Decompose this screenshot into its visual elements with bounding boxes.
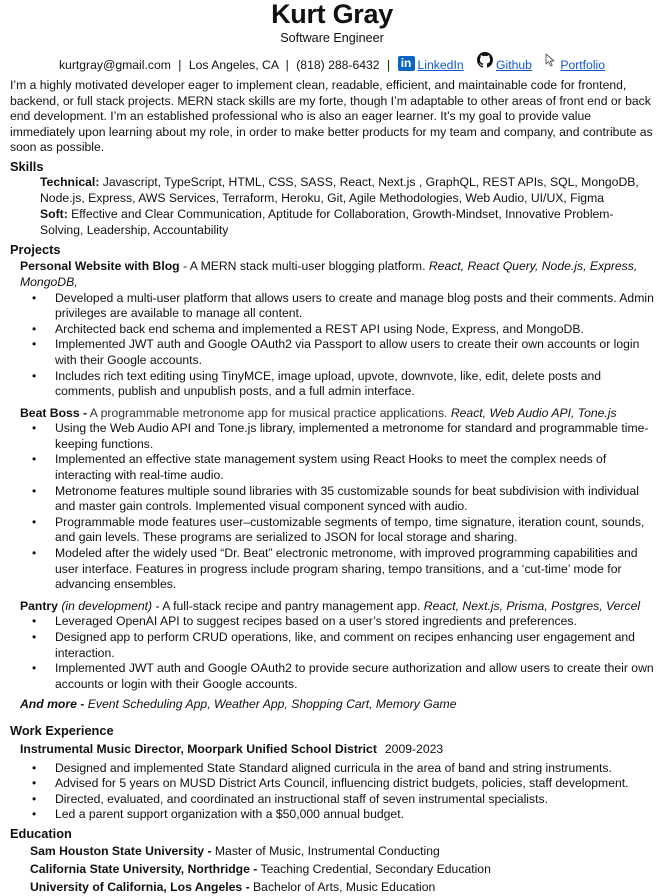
degree: Bachelor of Arts, Music Education xyxy=(249,879,436,894)
school-name: University of California, Los Angeles - xyxy=(30,879,250,894)
project-tech: React, Web Audio API, Tone.js xyxy=(450,405,617,420)
summary-paragraph: I’m a highly motivated developer eager to implement clean, readable, efficient, and maintainable code for frontend, backend, or full stack projects. MERN stack skills are my forte, though I’m adaptable to other areas of front end or back end development. I’m an established professional who is also an eager learner. It’s my goal to provide value immediately upon learning about my role, in order to make better products for my team and company, and contribute as soon as possible. xyxy=(10,78,653,155)
github-icon xyxy=(477,52,493,68)
project-name: Pantry xyxy=(20,598,58,613)
project-header xyxy=(10,599,654,615)
separator: | xyxy=(178,58,182,72)
project-bullets xyxy=(10,421,654,593)
soft-list: Effective and Clear Communication, Aptitude for Collaboration, Growth-Mindset, Innovative Problem-Solving, Leadership, Accountability xyxy=(40,207,614,237)
education-item xyxy=(30,878,654,896)
project-tech: React, React Query, Node.js, Express, MongoDB, xyxy=(20,259,638,289)
github-link[interactable]: Github xyxy=(496,58,532,72)
list-item: • Using the Web Audio API and Tone.js library, implemented a metronome for standard and programmable time-keeping functions. xyxy=(55,421,654,452)
list-item: • Programmable mode features user–customizable segments of tempo, time signature, iteration count, sounds, and gain levels. These programs are serialized to JSON for local storage and sharing. xyxy=(55,515,654,546)
list-item: • Designed and implemented State Standard aligned curricula in the area of band and string instruments. xyxy=(55,761,654,777)
technical-label: Technical: xyxy=(40,174,100,189)
list-item: • Modeled after the widely used “Dr. Beat” electronic metronome, with improved programming capabilities and user interface. Features in progress include program sharing, tempo transitions, and a ‘cut-time’ mode for advancing ensembles. xyxy=(55,546,654,593)
more-projects-list: Event Scheduling App, Weather App, Shopping Cart, Memory Game xyxy=(87,697,457,712)
list-item: • Directed, evaluated, and coordinated an instructional staff of seven instrumental specialists. xyxy=(55,792,654,808)
technical-skills xyxy=(40,175,654,206)
linkedin-link[interactable]: LinkedIn xyxy=(417,58,464,72)
cursor-icon xyxy=(545,53,557,67)
degree: Teaching Credential, Secondary Education xyxy=(257,861,491,876)
project-name: Personal Website with Blog xyxy=(20,259,180,274)
list-item: • Metronome features multiple sound libraries with 35 customizable sounds for beat subdivision with individual and master gain controls. Implemented visual component synced with audio. xyxy=(55,484,654,515)
school-name: Sam Houston State University - xyxy=(30,843,212,858)
project-bullets xyxy=(10,614,654,692)
more-projects-label: And more - xyxy=(20,697,88,712)
phone-text: (818) 288-6432 xyxy=(296,58,380,72)
job-bullets xyxy=(10,761,654,823)
soft-label: Soft: xyxy=(40,207,68,222)
linkedin-icon: in xyxy=(398,56,415,71)
project-tech: React, Next.js, Prisma, Postgres, Vercel xyxy=(423,598,641,613)
skills-section xyxy=(10,175,654,238)
technical-list: Javascript, TypeScript, HTML, CSS, SASS, React, Next.js , GraphQL, REST APIs, SQL, MongoDB, Node.js, Express, AWS Services, Terraform, Heroku, Git, Agile Methodologies, Web Audio, UI/UX, Figma xyxy=(40,174,639,205)
project-description: - A MERN stack multi-user blogging platform. xyxy=(179,259,429,274)
separator: | xyxy=(285,58,289,72)
school-name: California State University, Northridge - xyxy=(30,861,258,876)
portfolio-link[interactable]: Portfolio xyxy=(560,58,606,72)
candidate-name: Kurt Gray xyxy=(271,0,393,29)
candidate-title: Software Engineer xyxy=(280,31,384,45)
job-title: Instrumental Music Director, Moorpark Unified School District xyxy=(20,741,377,756)
email-text: kurtgray@gmail.com xyxy=(58,58,171,72)
soft-skills xyxy=(40,207,654,238)
project-header xyxy=(10,259,654,290)
list-item: • Includes rich text editing using TinyMCE, image upload, upvote, downvote, like, edit, delete posts and comments, publish and unpublish posts, and a full admin interface. xyxy=(55,369,654,400)
project-status-note: (in development) xyxy=(57,598,153,613)
education-section xyxy=(10,842,654,896)
list-item: • Advised for 5 years on MUSD District Arts Council, influencing district budgets, policies, staff development. xyxy=(55,776,654,792)
degree: Master of Music, Instrumental Conducting xyxy=(211,843,440,858)
project-name: Beat Boss - xyxy=(20,405,88,420)
job-dates: 2009-2023 xyxy=(384,741,444,756)
education-heading: Education xyxy=(10,825,72,841)
project-header xyxy=(10,406,654,422)
project-bullets xyxy=(10,291,654,400)
education-item xyxy=(30,842,654,860)
contact-line xyxy=(10,52,654,73)
list-item: • Led a parent support organization with a $50,000 annual budget. xyxy=(55,807,654,823)
list-item: • Implemented an effective state management system using React Hooks to meet the complex needs of interacting with real-time audio. xyxy=(55,452,654,483)
projects-heading: Projects xyxy=(10,242,61,258)
more-projects xyxy=(10,697,654,713)
education-item xyxy=(30,860,654,878)
job-header xyxy=(10,742,654,758)
list-item: • Architected back end schema and implemented a REST API using Node, Express, and MongoDB. xyxy=(55,322,654,338)
project-description: A programmable metronome app for musical practice applications. xyxy=(87,405,451,420)
list-item: • Developed a multi-user platform that allows users to create and manage blog posts and their comments. Admin privileges are available to manage all content. xyxy=(55,291,654,322)
project-description: - A full-stack recipe and pantry management app. xyxy=(152,598,424,613)
list-item: • Implemented JWT auth and Google OAuth2 via Passport to allow users to create their own accounts or login with their Google accounts. xyxy=(55,337,654,368)
skills-heading: Skills xyxy=(10,158,44,174)
separator: | xyxy=(386,58,391,72)
work-heading: Work Experience xyxy=(10,722,114,738)
location-text: Los Angeles, CA xyxy=(188,58,279,72)
list-item: • Leveraged OpenAI API to suggest recipes based on a user’s stored ingredients and preferences. xyxy=(55,614,654,630)
list-item: • Implemented JWT auth and Google OAuth2 to provide secure authorization and allow users to create their own accounts or login with their Google accounts. xyxy=(55,661,654,692)
list-item: • Designed app to perform CRUD operations, like, and comment on recipes enhancing user engagement and interaction. xyxy=(55,630,654,661)
